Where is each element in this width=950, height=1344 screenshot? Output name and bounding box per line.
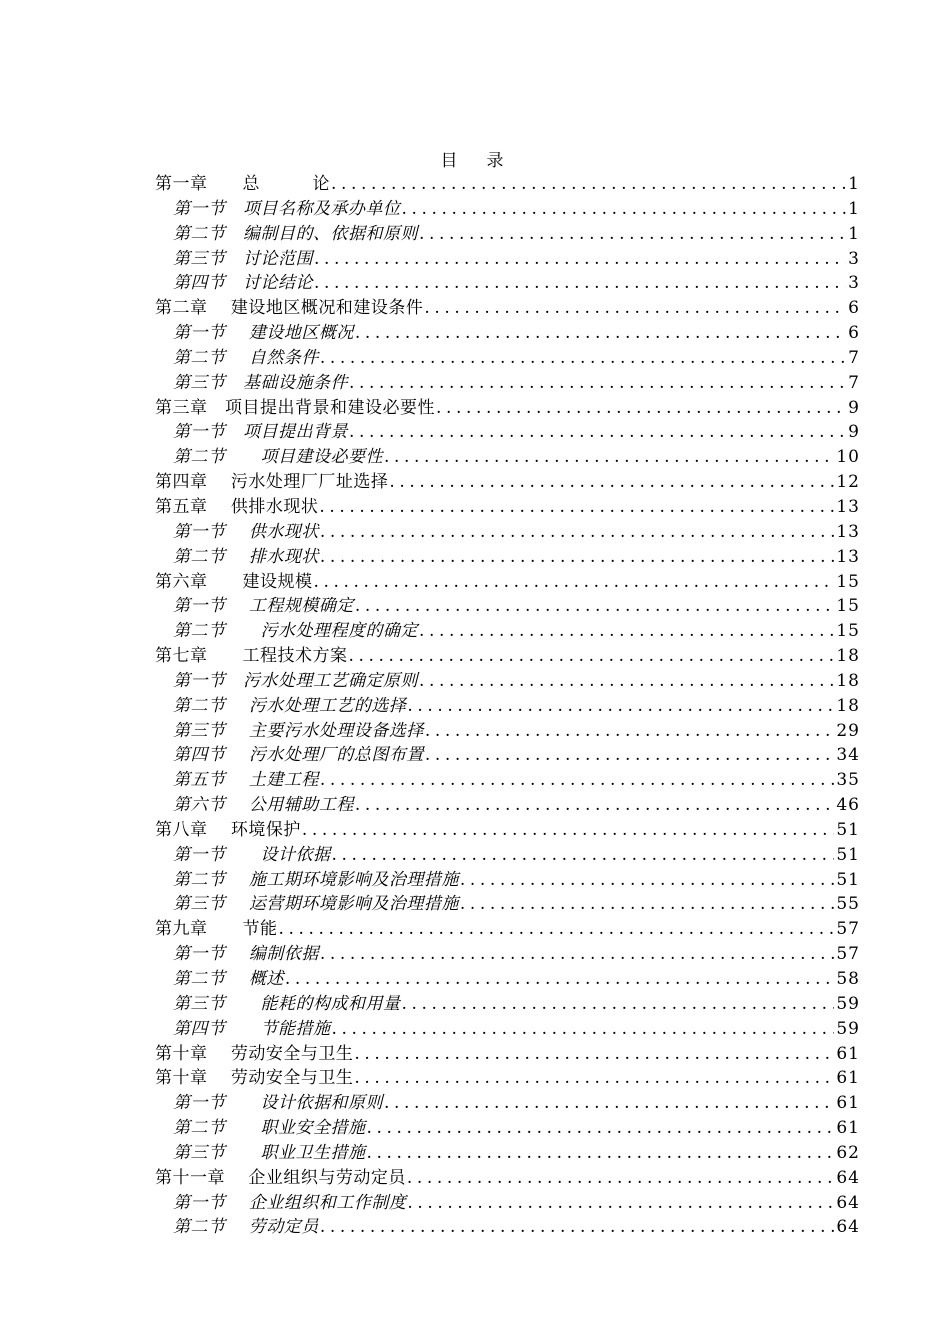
entry-page-number: 15 — [836, 571, 860, 592]
toc-section-entry[interactable] — [155, 694, 860, 719]
entry-page-number: 1 — [848, 174, 860, 194]
entry-page-number: 7 — [848, 372, 860, 393]
toc-chapter-entry[interactable] — [155, 818, 860, 843]
entry-page-number: 51 — [836, 869, 860, 890]
entry-label: 第六节 公用辅助工程 — [173, 795, 354, 816]
entry-page-number: 35 — [836, 770, 860, 791]
entry-page-number: 18 — [836, 695, 860, 716]
entry-label: 第二节 污水处理程度的确定 — [173, 621, 418, 642]
toc-section-entry[interactable] — [155, 892, 860, 917]
entry-label: 第二节 排水现状 — [173, 546, 319, 567]
entry-page-number: 18 — [836, 670, 860, 691]
entry-label: 第二节 污水处理工艺的选择 — [173, 695, 407, 716]
entry-label: 第二节 编制目的、依据和原则 — [173, 223, 418, 244]
entry-label: 第一节 项目提出背景 — [173, 422, 348, 443]
dot-leader — [348, 371, 846, 396]
entry-label: 第一节 企业组织和工作制度 — [173, 1192, 407, 1213]
entry-page-number: 51 — [836, 844, 860, 865]
toc-chapter-entry[interactable] — [155, 495, 860, 520]
toc-section-entry[interactable] — [155, 346, 860, 371]
dot-leader — [319, 768, 834, 793]
dot-leader — [348, 644, 835, 669]
dot-leader — [459, 868, 834, 893]
entry-label: 第四节 污水处理厂的总图布置 — [173, 745, 424, 766]
toc-section-entry[interactable] — [155, 594, 860, 619]
entry-page-number: 3 — [848, 273, 860, 294]
entry-page-number: 46 — [836, 795, 860, 816]
toc-section-entry[interactable] — [155, 445, 860, 470]
entry-label: 第一章 总 论 — [155, 174, 330, 194]
entry-page-number: 9 — [848, 422, 860, 443]
entry-label: 第十章 劳动安全与卫生 — [155, 1043, 354, 1064]
toc-chapter-entry[interactable] — [155, 396, 860, 421]
entry-page-number: 58 — [836, 969, 860, 989]
dot-leader — [401, 197, 847, 222]
table-of-contents — [155, 172, 860, 1240]
entry-page-number: 57 — [836, 944, 860, 965]
entry-label: 第二节 自然条件 — [173, 347, 319, 368]
dot-leader — [331, 843, 835, 868]
toc-chapter-entry[interactable] — [155, 644, 860, 669]
dot-leader — [353, 1042, 834, 1067]
entry-label: 第三节 基础设施条件 — [173, 372, 348, 393]
toc-chapter-entry[interactable] — [155, 1042, 860, 1067]
dot-leader — [313, 271, 846, 296]
dot-leader — [401, 992, 835, 1017]
entry-page-number: 15 — [836, 621, 860, 642]
entry-label: 第一节 工程规模确定 — [173, 596, 354, 617]
dot-leader — [418, 669, 834, 694]
dot-leader — [383, 445, 834, 470]
toc-section-entry[interactable] — [155, 222, 860, 247]
entry-label: 第一节 设计依据 — [173, 844, 331, 865]
toc-section-entry[interactable] — [155, 669, 860, 694]
entry-label: 第一节 编制依据 — [173, 944, 319, 965]
toc-section-entry[interactable] — [155, 619, 860, 644]
entry-label: 第六章 建设规模 — [155, 571, 313, 592]
dot-leader — [301, 818, 834, 843]
toc-chapter-entry[interactable] — [155, 470, 860, 495]
toc-section-entry[interactable] — [155, 420, 860, 445]
toc-section-entry[interactable] — [155, 545, 860, 570]
entry-page-number: 59 — [836, 993, 860, 1014]
toc-section-entry[interactable] — [155, 719, 860, 744]
dot-leader — [284, 967, 834, 992]
dot-leader — [313, 247, 846, 272]
entry-label: 第一节 设计依据和原则 — [173, 1093, 383, 1114]
toc-chapter-entry[interactable] — [155, 296, 860, 321]
entry-label: 第三节 主要污水处理设备选择 — [173, 720, 424, 741]
dot-leader — [278, 917, 835, 942]
dot-leader — [366, 1116, 835, 1141]
dot-leader — [353, 1066, 834, 1091]
toc-section-entry[interactable] — [155, 743, 860, 768]
toc-chapter-entry[interactable] — [155, 917, 860, 942]
dot-leader — [354, 594, 834, 619]
dot-leader — [319, 346, 846, 371]
dot-leader — [354, 321, 846, 346]
entry-label: 第五章 供排水现状 — [155, 496, 319, 517]
entry-page-number: 34 — [836, 745, 860, 766]
toc-section-entry[interactable] — [155, 1091, 860, 1116]
toc-section-entry[interactable] — [155, 942, 860, 967]
dot-leader — [318, 495, 834, 520]
dot-leader — [424, 719, 834, 744]
toc-section-entry[interactable] — [155, 321, 860, 346]
toc-title: 目 录 — [440, 151, 510, 171]
toc-section-entry[interactable] — [155, 371, 860, 396]
dot-leader — [459, 892, 834, 917]
dot-leader — [330, 172, 846, 197]
entry-page-number: 7 — [848, 347, 860, 368]
entry-page-number: 12 — [836, 472, 860, 493]
toc-section-entry[interactable] — [155, 843, 860, 868]
dot-leader — [319, 942, 834, 967]
entry-page-number: 61 — [836, 1093, 860, 1114]
dot-leader — [313, 570, 835, 595]
toc-chapter-entry[interactable] — [155, 570, 860, 595]
dot-leader — [319, 520, 834, 545]
entry-label: 第三节 能耗的构成和用量 — [173, 993, 401, 1014]
dot-leader — [435, 396, 846, 421]
entry-page-number: 13 — [836, 521, 860, 542]
dot-leader — [331, 1017, 835, 1042]
dot-leader — [418, 222, 846, 247]
dot-leader — [418, 619, 834, 644]
dot-leader — [406, 1191, 834, 1216]
entry-page-number: 15 — [836, 596, 860, 617]
entry-label: 第三章 项目提出背景和建设必要性 — [155, 397, 435, 418]
entry-page-number: 64 — [836, 1167, 860, 1188]
entry-page-number: 61 — [836, 1068, 860, 1089]
toc-chapter-entry[interactable] — [155, 172, 860, 197]
entry-page-number: 62 — [836, 1142, 860, 1163]
entry-label: 第四节 节能措施 — [173, 1018, 331, 1039]
entry-page-number: 55 — [836, 894, 860, 915]
entry-page-number: 9 — [848, 397, 860, 418]
entry-page-number: 61 — [836, 1118, 860, 1139]
entry-page-number: 1 — [848, 198, 860, 219]
toc-section-entry[interactable] — [155, 520, 860, 545]
entry-page-number: 6 — [848, 298, 860, 319]
toc-section-entry[interactable] — [155, 1017, 860, 1042]
entry-label: 第二节 项目建设必要性 — [173, 447, 383, 468]
toc-section-entry[interactable] — [155, 1191, 860, 1216]
dot-leader — [406, 694, 834, 719]
toc-section-entry[interactable] — [155, 1215, 860, 1240]
entry-page-number: 64 — [836, 1217, 860, 1238]
toc-section-entry[interactable] — [155, 868, 860, 893]
entry-page-number: 18 — [836, 646, 860, 667]
entry-label: 第一节 项目名称及承办单位 — [173, 198, 401, 219]
entry-label: 第四节 讨论结论 — [173, 273, 313, 294]
toc-section-entry[interactable] — [155, 247, 860, 272]
dot-leader — [383, 1091, 834, 1116]
toc-section-entry[interactable] — [155, 967, 860, 992]
dot-leader — [423, 296, 846, 321]
entry-page-number: 10 — [836, 447, 860, 468]
entry-label: 第十章 劳动安全与卫生 — [155, 1068, 354, 1089]
entry-label: 第八章 环境保护 — [155, 819, 301, 840]
toc-section-entry[interactable] — [155, 1116, 860, 1141]
dot-leader — [319, 1215, 834, 1240]
entry-label: 第二章 建设地区概况和建设条件 — [155, 298, 424, 319]
toc-section-entry[interactable] — [155, 271, 860, 296]
entry-label: 第三节 职业卫生措施 — [173, 1142, 366, 1163]
entry-label: 第一节 污水处理工艺确定原则 — [173, 670, 418, 691]
entry-label: 第三节 讨论范围 — [173, 248, 313, 269]
entry-label: 第一节 供水现状 — [173, 521, 319, 542]
dot-leader — [406, 1166, 834, 1191]
entry-label: 第七章 工程技术方案 — [155, 646, 348, 667]
dot-leader — [388, 470, 834, 495]
toc-chapter-entry[interactable] — [155, 1166, 860, 1191]
entry-page-number: 6 — [848, 323, 860, 344]
dot-leader — [424, 743, 834, 768]
entry-label: 第一节 建设地区概况 — [173, 323, 354, 344]
dot-leader — [366, 1141, 835, 1166]
entry-page-number: 1 — [848, 223, 860, 244]
toc-section-entry[interactable] — [155, 793, 860, 818]
entry-label: 第四章 污水处理厂厂址选择 — [155, 472, 389, 493]
entry-label: 第三节 运营期环境影响及治理措施 — [173, 894, 459, 915]
entry-label: 第十一章 企业组织与劳动定员 — [155, 1167, 406, 1188]
entry-page-number: 51 — [836, 819, 860, 840]
entry-page-number: 13 — [836, 546, 860, 567]
entry-page-number: 57 — [836, 919, 860, 940]
toc-section-entry[interactable] — [155, 197, 860, 222]
entry-label: 第五节 土建工程 — [173, 770, 319, 791]
dot-leader — [354, 793, 834, 818]
entry-label: 第九章 节能 — [155, 919, 278, 940]
entry-page-number: 64 — [836, 1192, 860, 1213]
entry-label: 第二节 劳动定员 — [173, 1217, 319, 1238]
entry-page-number: 29 — [836, 720, 860, 741]
entry-page-number: 61 — [836, 1043, 860, 1064]
toc-section-entry[interactable] — [155, 992, 860, 1017]
entry-page-number: 13 — [836, 496, 860, 517]
entry-label: 第二节 概述 — [173, 969, 284, 989]
dot-leader — [319, 545, 834, 570]
entry-label: 第二节 施工期环境影响及治理措施 — [173, 869, 459, 890]
toc-section-entry[interactable] — [155, 1141, 860, 1166]
dot-leader — [348, 420, 846, 445]
entry-page-number: 3 — [848, 248, 860, 269]
entry-page-number: 59 — [836, 1018, 860, 1039]
entry-label: 第二节 职业安全措施 — [173, 1118, 366, 1139]
toc-chapter-entry[interactable] — [155, 1066, 860, 1091]
toc-section-entry[interactable] — [155, 768, 860, 793]
